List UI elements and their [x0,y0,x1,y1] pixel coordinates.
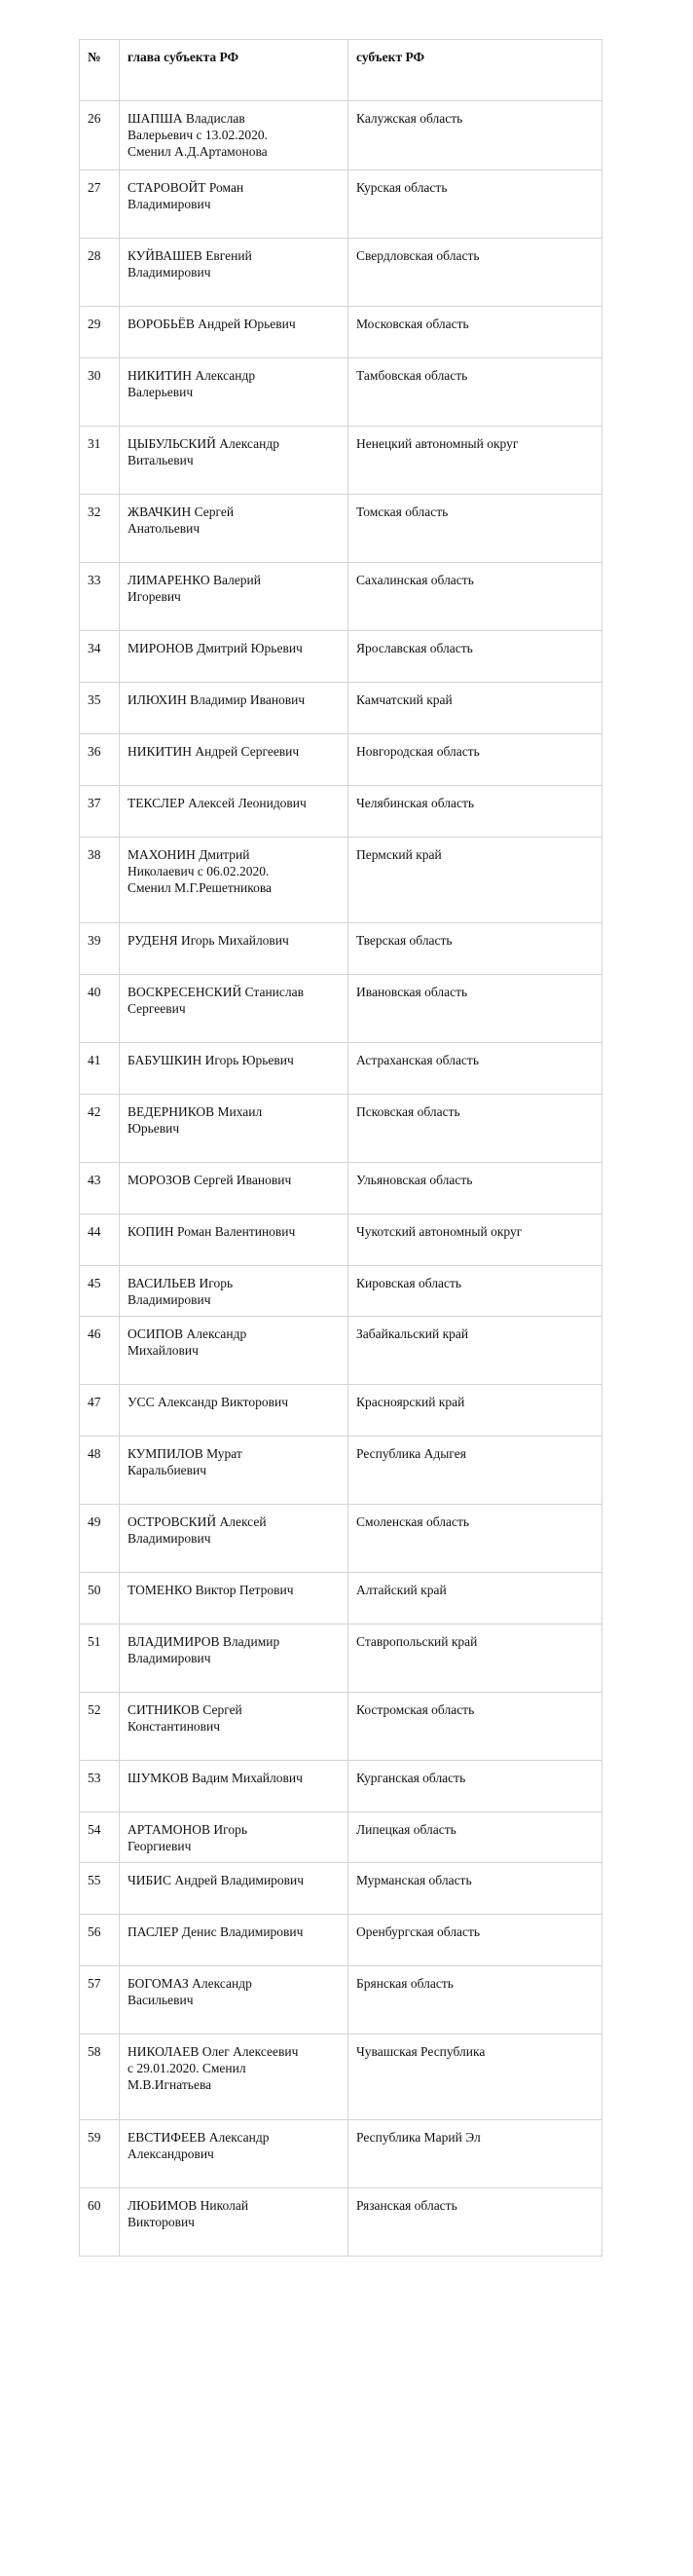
row-number: 56 [80,1915,120,1966]
governor-name: КУМПИЛОВ Мурат Каральбиевич [120,1437,348,1505]
row-number: 60 [80,2188,120,2257]
row-number: 31 [80,427,120,495]
column-header-region: субъект РФ [348,40,602,101]
row-number: 38 [80,838,120,923]
governor-name: ТЕКСЛЕР Алексей Леонидович [120,786,348,838]
table-row [80,786,602,838]
table-row [80,1317,602,1385]
row-number: 35 [80,683,120,734]
table-row [80,1863,602,1915]
region-name: Рязанская область [348,2188,602,2257]
row-number: 34 [80,631,120,683]
table-row [80,1812,602,1863]
table-row [80,1915,602,1966]
governor-name: ОСТРОВСКИЙ Алексей Владимирович [120,1505,348,1573]
row-number: 52 [80,1693,120,1761]
table-row [80,563,602,631]
region-name: Смоленская область [348,1505,602,1573]
table-row [80,2188,602,2257]
governor-name: ВОСКРЕСЕНСКИЙ Станислав Сергеевич [120,975,348,1043]
region-name: Свердловская область [348,239,602,307]
column-header-governor: глава субъекта РФ [120,40,348,101]
row-number: 58 [80,2035,120,2120]
row-number: 53 [80,1761,120,1812]
region-name: Забайкальский край [348,1317,602,1385]
governor-name: МИРОНОВ Дмитрий Юрьевич [120,631,348,683]
governor-name: НИКОЛАЕВ Олег Алексеевич с 29.01.2020. Сменил М.В.Игнатьева [120,2035,348,2120]
row-number: 41 [80,1043,120,1095]
table-row [80,307,602,358]
table-row [80,427,602,495]
region-name: Ярославская область [348,631,602,683]
table-row [80,1573,602,1624]
row-number: 59 [80,2120,120,2188]
region-name: Камчатский край [348,683,602,734]
region-name: Алтайский край [348,1573,602,1624]
region-name: Ивановская область [348,975,602,1043]
table-row [80,170,602,239]
row-number: 30 [80,358,120,427]
governor-name: ПАСЛЕР Денис Владимирович [120,1915,348,1966]
row-number: 40 [80,975,120,1043]
region-name: Сахалинская область [348,563,602,631]
governor-name: ШАПША Владислав Валерьевич с 13.02.2020. Сменил А.Д.Артамонова [120,101,348,170]
region-name: Ульяновская область [348,1163,602,1214]
table-header-row [80,40,602,101]
governor-name: НИКИТИН Андрей Сергеевич [120,734,348,786]
governor-name: ЛЮБИМОВ Николай Викторович [120,2188,348,2257]
table-row [80,975,602,1043]
governor-name: ЕВСТИФЕЕВ Александр Александрович [120,2120,348,2188]
row-number: 44 [80,1214,120,1266]
region-name: Псковская область [348,1095,602,1163]
row-number: 54 [80,1812,120,1863]
governor-name: УСС Александр Викторович [120,1385,348,1437]
governors-table [79,39,602,2257]
row-number: 39 [80,923,120,975]
row-number: 42 [80,1095,120,1163]
row-number: 47 [80,1385,120,1437]
region-name: Курская область [348,170,602,239]
region-name: Республика Марий Эл [348,2120,602,2188]
governor-name: ВОРОБЬЁВ Андрей Юрьевич [120,307,348,358]
governor-name: НИКИТИН Александр Валерьевич [120,358,348,427]
governor-name: КУЙВАШЕВ Евгений Владимирович [120,239,348,307]
governor-name: РУДЕНЯ Игорь Михайлович [120,923,348,975]
region-name: Московская область [348,307,602,358]
governor-name: ШУМКОВ Вадим Михайлович [120,1761,348,1812]
table-row [80,1437,602,1505]
row-number: 46 [80,1317,120,1385]
governor-name: АРТАМОНОВ Игорь Георгиевич [120,1812,348,1863]
governor-name: БАБУШКИН Игорь Юрьевич [120,1043,348,1095]
table-row [80,923,602,975]
region-name: Челябинская область [348,786,602,838]
region-name: Брянская область [348,1966,602,2035]
governor-name: ВАСИЛЬЕВ Игорь Владимирович [120,1266,348,1317]
region-name: Тамбовская область [348,358,602,427]
region-name: Чукотский автономный округ [348,1214,602,1266]
table-row [80,683,602,734]
region-name: Тверская область [348,923,602,975]
row-number: 32 [80,495,120,563]
table-row [80,1966,602,2035]
table-row [80,1385,602,1437]
region-name: Астраханская область [348,1043,602,1095]
governor-name: ОСИПОВ Александр Михайлович [120,1317,348,1385]
row-number: 36 [80,734,120,786]
governor-name: ЛИМАРЕНКО Валерий Игоревич [120,563,348,631]
row-number: 57 [80,1966,120,2035]
column-header-number: № [80,40,120,101]
row-number: 29 [80,307,120,358]
region-name: Мурманская область [348,1863,602,1915]
governor-name: ЧИБИС Андрей Владимирович [120,1863,348,1915]
table-row [80,1043,602,1095]
governor-name: КОПИН Роман Валентинович [120,1214,348,1266]
region-name: Томская область [348,495,602,563]
region-name: Пермский край [348,838,602,923]
region-name: Костромская область [348,1693,602,1761]
region-name: Новгородская область [348,734,602,786]
table-row [80,1214,602,1266]
governor-name: ТОМЕНКО Виктор Петрович [120,1573,348,1624]
region-name: Ставропольский край [348,1624,602,1693]
table-row [80,1505,602,1573]
row-number: 37 [80,786,120,838]
table-row [80,631,602,683]
table-row [80,2035,602,2120]
row-number: 50 [80,1573,120,1624]
governor-name: МОРОЗОВ Сергей Иванович [120,1163,348,1214]
table-row [80,2120,602,2188]
row-number: 51 [80,1624,120,1693]
governor-name: ЖВАЧКИН Сергей Анатольевич [120,495,348,563]
table-row [80,1266,602,1317]
table-row [80,1761,602,1812]
governor-name: СТАРОВОЙТ Роман Владимирович [120,170,348,239]
row-number: 27 [80,170,120,239]
governor-name: ВЕДЕРНИКОВ Михаил Юрьевич [120,1095,348,1163]
table-row [80,734,602,786]
row-number: 43 [80,1163,120,1214]
table-row [80,239,602,307]
region-name: Ненецкий автономный округ [348,427,602,495]
table-row [80,1095,602,1163]
table-row [80,358,602,427]
region-name: Калужская область [348,101,602,170]
region-name: Красноярский край [348,1385,602,1437]
row-number: 33 [80,563,120,631]
table-row [80,1624,602,1693]
row-number: 48 [80,1437,120,1505]
governor-name: ЦЫБУЛЬСКИЙ Александр Витальевич [120,427,348,495]
row-number: 45 [80,1266,120,1317]
row-number: 55 [80,1863,120,1915]
region-name: Липецкая область [348,1812,602,1863]
region-name: Республика Адыгея [348,1437,602,1505]
region-name: Оренбургская область [348,1915,602,1966]
governor-name: МАХОНИН Дмитрий Николаевич с 06.02.2020. Сменил М.Г.Решетникова [120,838,348,923]
row-number: 28 [80,239,120,307]
region-name: Чувашская Республика [348,2035,602,2120]
row-number: 26 [80,101,120,170]
governor-name: СИТНИКОВ Сергей Константинович [120,1693,348,1761]
table-row [80,1163,602,1214]
row-number: 49 [80,1505,120,1573]
region-name: Кировская область [348,1266,602,1317]
table-row [80,1693,602,1761]
region-name: Курганская область [348,1761,602,1812]
table-row [80,838,602,923]
table-row [80,495,602,563]
governor-name: ВЛАДИМИРОВ Владимир Владимирович [120,1624,348,1693]
table-row [80,101,602,170]
governor-name: ИЛЮХИН Владимир Иванович [120,683,348,734]
governor-name: БОГОМАЗ Александр Васильевич [120,1966,348,2035]
